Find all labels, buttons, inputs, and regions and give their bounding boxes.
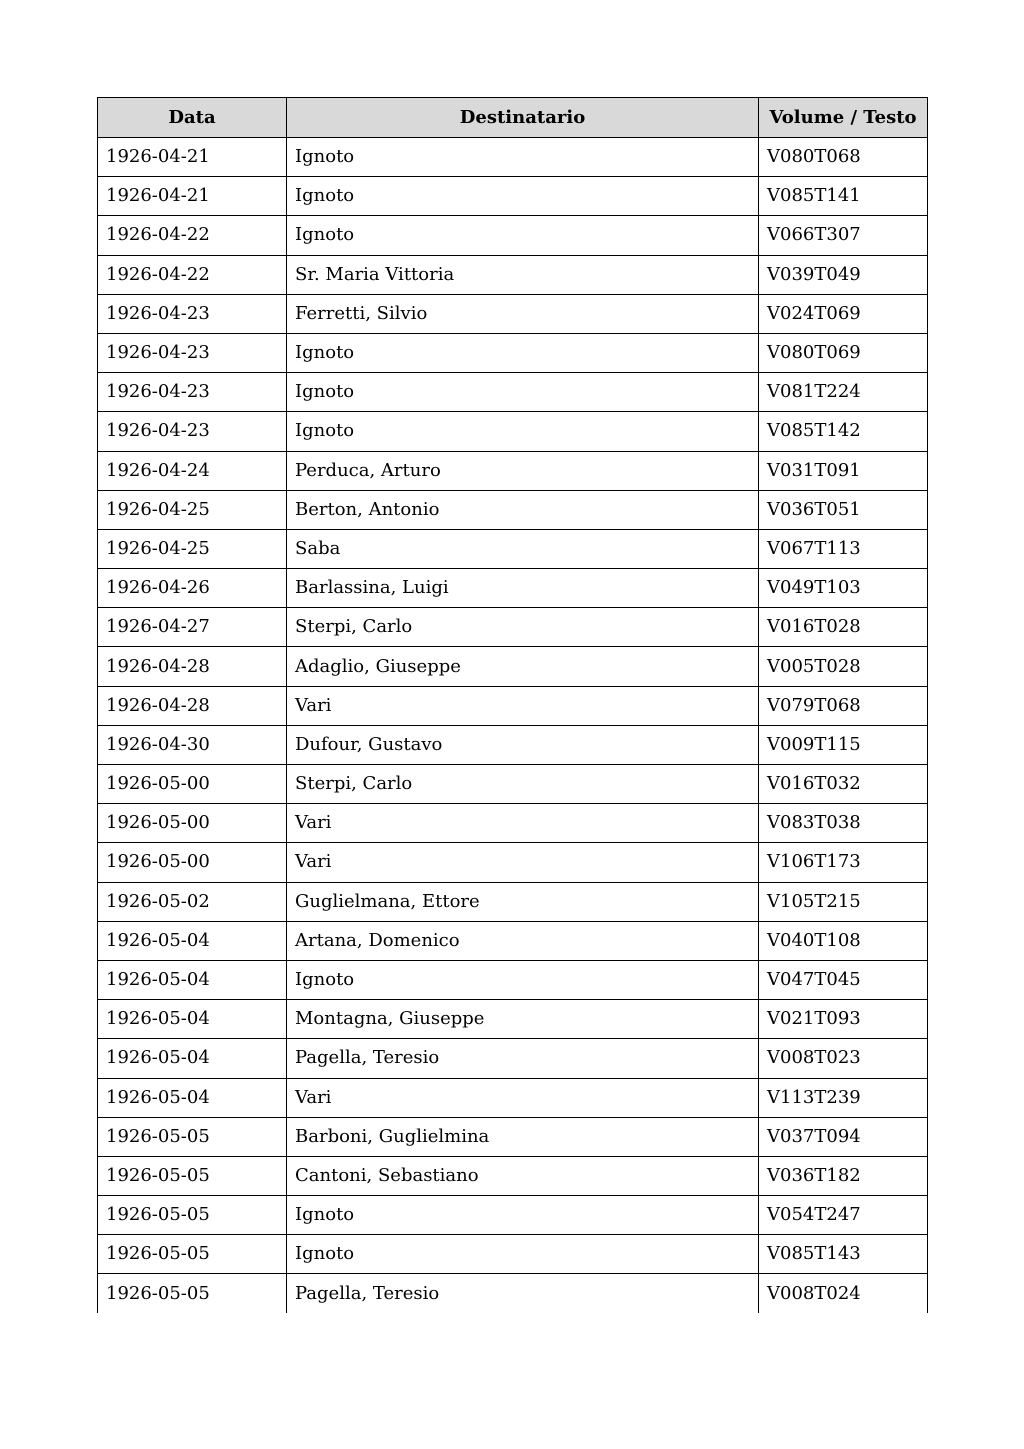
cell-destinatario: Vari xyxy=(287,1078,759,1117)
cell-data: 1926-04-21 xyxy=(98,138,287,177)
table-header-row xyxy=(98,98,928,138)
cell-data: 1926-04-25 xyxy=(98,490,287,529)
table-row xyxy=(98,333,928,372)
table-row xyxy=(98,1235,928,1274)
table-row xyxy=(98,1039,928,1078)
cell-destinatario: Adaglio, Giuseppe xyxy=(287,647,759,686)
cell-volume-testo: V009T115 xyxy=(759,725,928,764)
cell-volume-testo: V085T142 xyxy=(759,412,928,451)
cell-data: 1926-04-27 xyxy=(98,608,287,647)
cell-volume-testo: V080T069 xyxy=(759,333,928,372)
cell-data: 1926-05-05 xyxy=(98,1117,287,1156)
cell-volume-testo: V113T239 xyxy=(759,1078,928,1117)
table-row xyxy=(98,1274,928,1313)
cell-volume-testo: V024T069 xyxy=(759,294,928,333)
table-row xyxy=(98,373,928,412)
cell-data: 1926-04-28 xyxy=(98,686,287,725)
cell-destinatario: Cantoni, Sebastiano xyxy=(287,1156,759,1195)
cell-destinatario: Barboni, Guglielmina xyxy=(287,1117,759,1156)
cell-data: 1926-05-04 xyxy=(98,1000,287,1039)
table-row xyxy=(98,1078,928,1117)
column-header-data: Data xyxy=(98,98,287,138)
cell-data: 1926-05-04 xyxy=(98,1039,287,1078)
cell-data: 1926-04-28 xyxy=(98,647,287,686)
cell-data: 1926-05-05 xyxy=(98,1196,287,1235)
cell-data: 1926-05-00 xyxy=(98,843,287,882)
cell-data: 1926-05-04 xyxy=(98,1078,287,1117)
table-row xyxy=(98,686,928,725)
table-row xyxy=(98,255,928,294)
table-row xyxy=(98,529,928,568)
cell-volume-testo: V040T108 xyxy=(759,921,928,960)
table-row xyxy=(98,569,928,608)
cell-volume-testo: V083T038 xyxy=(759,804,928,843)
cell-data: 1926-04-30 xyxy=(98,725,287,764)
cell-destinatario: Ignoto xyxy=(287,138,759,177)
cell-destinatario: Dufour, Gustavo xyxy=(287,725,759,764)
cell-destinatario: Ignoto xyxy=(287,1235,759,1274)
table-row xyxy=(98,804,928,843)
cell-volume-testo: V106T173 xyxy=(759,843,928,882)
cell-data: 1926-05-05 xyxy=(98,1274,287,1313)
cell-destinatario: Ignoto xyxy=(287,216,759,255)
table-row xyxy=(98,921,928,960)
cell-destinatario: Pagella, Teresio xyxy=(287,1039,759,1078)
cell-volume-testo: V031T091 xyxy=(759,451,928,490)
cell-data: 1926-05-04 xyxy=(98,960,287,999)
table-row xyxy=(98,647,928,686)
cell-destinatario: Saba xyxy=(287,529,759,568)
cell-destinatario: Vari xyxy=(287,686,759,725)
cell-destinatario: Guglielmana, Ettore xyxy=(287,882,759,921)
table-row xyxy=(98,1117,928,1156)
cell-volume-testo: V036T051 xyxy=(759,490,928,529)
cell-volume-testo: V008T023 xyxy=(759,1039,928,1078)
cell-data: 1926-05-02 xyxy=(98,882,287,921)
cell-destinatario: Ignoto xyxy=(287,373,759,412)
cell-destinatario: Vari xyxy=(287,843,759,882)
table-row xyxy=(98,725,928,764)
cell-data: 1926-04-22 xyxy=(98,216,287,255)
cell-volume-testo: V054T247 xyxy=(759,1196,928,1235)
table-row xyxy=(98,294,928,333)
cell-volume-testo: V079T068 xyxy=(759,686,928,725)
cell-volume-testo: V037T094 xyxy=(759,1117,928,1156)
cell-data: 1926-05-05 xyxy=(98,1156,287,1195)
cell-destinatario: Pagella, Teresio xyxy=(287,1274,759,1313)
table-row xyxy=(98,1196,928,1235)
cell-data: 1926-05-05 xyxy=(98,1235,287,1274)
cell-volume-testo: V085T141 xyxy=(759,177,928,216)
cell-volume-testo: V085T143 xyxy=(759,1235,928,1274)
cell-volume-testo: V021T093 xyxy=(759,1000,928,1039)
cell-destinatario: Berton, Antonio xyxy=(287,490,759,529)
cell-volume-testo: V005T028 xyxy=(759,647,928,686)
cell-data: 1926-04-21 xyxy=(98,177,287,216)
cell-destinatario: Sterpi, Carlo xyxy=(287,765,759,804)
cell-destinatario: Ignoto xyxy=(287,177,759,216)
cell-destinatario: Sr. Maria Vittoria xyxy=(287,255,759,294)
cell-data: 1926-04-25 xyxy=(98,529,287,568)
cell-volume-testo: V016T032 xyxy=(759,765,928,804)
cell-volume-testo: V008T024 xyxy=(759,1274,928,1313)
table-row xyxy=(98,216,928,255)
cell-data: 1926-05-00 xyxy=(98,804,287,843)
letters-table xyxy=(97,97,928,1313)
cell-data: 1926-04-23 xyxy=(98,294,287,333)
table-body xyxy=(98,138,928,1314)
cell-volume-testo: V066T307 xyxy=(759,216,928,255)
cell-destinatario: Ignoto xyxy=(287,333,759,372)
cell-data: 1926-05-00 xyxy=(98,765,287,804)
column-header-destinatario: Destinatario xyxy=(287,98,759,138)
cell-destinatario: Ignoto xyxy=(287,1196,759,1235)
cell-volume-testo: V080T068 xyxy=(759,138,928,177)
cell-destinatario: Ignoto xyxy=(287,960,759,999)
cell-data: 1926-05-04 xyxy=(98,921,287,960)
cell-data: 1926-04-23 xyxy=(98,333,287,372)
table-row xyxy=(98,177,928,216)
column-header-volume-testo: Volume / Testo xyxy=(759,98,928,138)
cell-volume-testo: V049T103 xyxy=(759,569,928,608)
cell-volume-testo: V039T049 xyxy=(759,255,928,294)
table-row xyxy=(98,608,928,647)
table-row xyxy=(98,412,928,451)
cell-destinatario: Ignoto xyxy=(287,412,759,451)
table-row xyxy=(98,882,928,921)
cell-destinatario: Sterpi, Carlo xyxy=(287,608,759,647)
table-row xyxy=(98,843,928,882)
cell-destinatario: Ferretti, Silvio xyxy=(287,294,759,333)
cell-destinatario: Vari xyxy=(287,804,759,843)
table-row xyxy=(98,1156,928,1195)
cell-volume-testo: V105T215 xyxy=(759,882,928,921)
cell-data: 1926-04-22 xyxy=(98,255,287,294)
table-row xyxy=(98,1000,928,1039)
cell-destinatario: Perduca, Arturo xyxy=(287,451,759,490)
cell-volume-testo: V067T113 xyxy=(759,529,928,568)
cell-destinatario: Artana, Domenico xyxy=(287,921,759,960)
cell-volume-testo: V036T182 xyxy=(759,1156,928,1195)
cell-destinatario: Montagna, Giuseppe xyxy=(287,1000,759,1039)
table-row xyxy=(98,490,928,529)
cell-data: 1926-04-24 xyxy=(98,451,287,490)
cell-destinatario: Barlassina, Luigi xyxy=(287,569,759,608)
table-row xyxy=(98,451,928,490)
table-row xyxy=(98,765,928,804)
cell-data: 1926-04-23 xyxy=(98,373,287,412)
cell-volume-testo: V016T028 xyxy=(759,608,928,647)
cell-volume-testo: V047T045 xyxy=(759,960,928,999)
cell-data: 1926-04-23 xyxy=(98,412,287,451)
cell-data: 1926-04-26 xyxy=(98,569,287,608)
cell-volume-testo: V081T224 xyxy=(759,373,928,412)
table-row xyxy=(98,960,928,999)
table-row xyxy=(98,138,928,177)
